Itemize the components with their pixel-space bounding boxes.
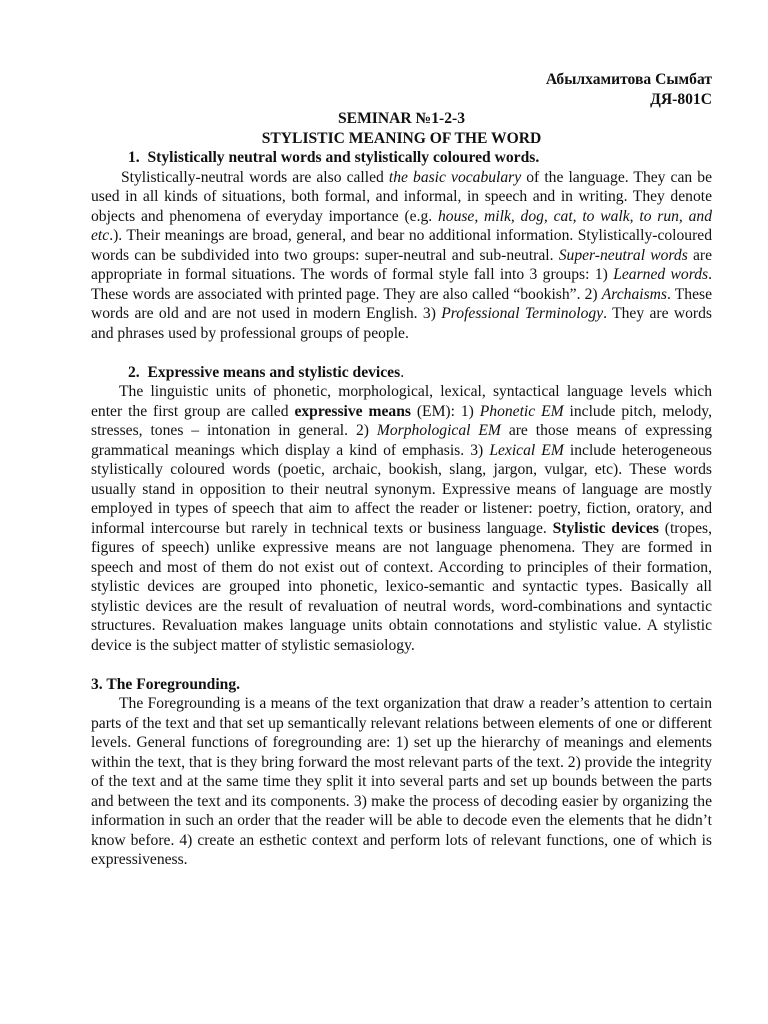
- paragraph-text: of the language. They can be used in all kinds of situations, both formal, and informal, in speech and in writing. They denote objects and phenomena of everyday importance (e.g.: [91, 168, 712, 225]
- italic-term: Super-neutral words: [558, 246, 688, 264]
- paragraph-text: . These words are old and are not used in modern English. 3): [91, 285, 712, 322]
- paragraph-text: (tropes, figures of speech) unlike expressive means are not language phenomena. They are formed in speech and most of them do not exist out of context. According to principles of their formation, stylistic devices are grouped into phonetic, lexico-semantic and syntactic types. Basically all stylistic devices are the result of revaluation of neutral words, word-combinations and syntactic structures. Revaluation makes language units obtain connotations and stylistic value. A stylistic device is the subject matter of stylistic semasiology.: [91, 519, 712, 654]
- section-1-heading: [91, 148, 712, 168]
- italic-term: Phonetic EM: [479, 402, 564, 420]
- section-3-number: 3.: [91, 675, 103, 693]
- section-3-heading: [91, 675, 712, 695]
- paragraph-text: Stylistically-neutral words are also called: [121, 168, 389, 186]
- bold-term: expressive means: [294, 402, 411, 420]
- paragraph-text: . These words are associated with printed page. They are also called “bookish”. 2): [91, 266, 712, 303]
- italic-term: Archaisms: [601, 285, 667, 303]
- paragraph-text: . They are words and phrases used by professional groups of people.: [91, 305, 712, 342]
- section-1-title: Stylistically neutral words and stylistically coloured words.: [147, 149, 540, 166]
- paragraph-text: The linguistic units of phonetic, morphological, lexical, syntactical language levels which enter the first group are called: [91, 383, 712, 420]
- paragraph-text: are those means of expressing grammatical meanings which display a kind of emphasis. 3): [91, 422, 712, 459]
- paragraph-text: .). Their meanings are broad, general, and bear no additional information. Stylistically-coloured words can be subdivided into two groups: super-neutral and sub-neutral.: [91, 227, 712, 264]
- italic-term: Learned words: [613, 266, 709, 283]
- author-name: Абылхамитова Сымбат: [545, 71, 712, 88]
- section-2-title-end: .: [400, 363, 405, 381]
- section-2-heading: [91, 363, 712, 383]
- italic-term: Lexical EM: [489, 441, 564, 459]
- title-block: [91, 109, 712, 148]
- paragraph-text: include heterogeneous stylistically coloured words (poetic, archaic, bookish, slang, jargon, vulgar, etc). These words usually stand in opposition to their neutral synonym. Expressive means of language are mostly employed in types of speech that aim to affect the reader or listener: poetry, fiction, oratory, and informal intercourse but rarely in technical texts or business language.: [91, 441, 712, 537]
- italic-term: the basic vocabulary: [388, 168, 522, 186]
- section-2-title: Expressive means and stylistic devices: [147, 363, 401, 381]
- section-2-number: 2.: [128, 363, 140, 381]
- document-page: [91, 70, 712, 870]
- section-2-paragraph: [91, 382, 712, 655]
- paragraph-text: The Foregrounding is a means of the text organization that draw a reader’s attention to certain parts of the text and that set up semantically relevant relations between elements of one or different levels. General functions of foregrounding are: 1) set up the hierarchy of meanings and elements within the text, that is they bring forward the most relevant parts of the text. 2) provide the integrity of the text and at the same time they split it into several parts and set up bounds between the parts and between the text and its components. 3) make the process of decoding easier by organizing the information in such an order that the reader will be able to decode even the elements that he didn’t know before. 4) create an esthetic context and perform lots of relevant functions, one of which is expressiveness.: [91, 695, 712, 868]
- bold-term: Stylistic devices: [552, 519, 659, 537]
- section-gap: [91, 655, 712, 675]
- group-code: ДЯ-801С: [650, 90, 712, 108]
- section-gap: [91, 343, 712, 363]
- italic-term: Morphological EM: [376, 422, 501, 439]
- section-3-title: The Foregrounding.: [106, 675, 241, 693]
- paragraph-text: include pitch, melody, stresses, tones – intonation in general. 2): [91, 402, 712, 439]
- seminar-title: SEMINAR №1-2-3: [338, 110, 465, 127]
- italic-term: house, milk, dog, cat, to walk, to run, and etc: [91, 207, 712, 244]
- section-1-paragraph: [91, 168, 712, 344]
- author-block: [91, 70, 712, 109]
- section-1-number: 1.: [128, 149, 140, 166]
- paragraph-text: are appropriate in formal situations. The words of formal style fall into 3 groups: 1): [91, 246, 712, 283]
- section-3-paragraph: [91, 694, 712, 870]
- topic-title: STYLISTIC MEANING OF THE WORD: [261, 129, 542, 147]
- paragraph-text: (EM): 1): [410, 402, 480, 420]
- italic-term: Professional Terminology: [441, 305, 604, 322]
